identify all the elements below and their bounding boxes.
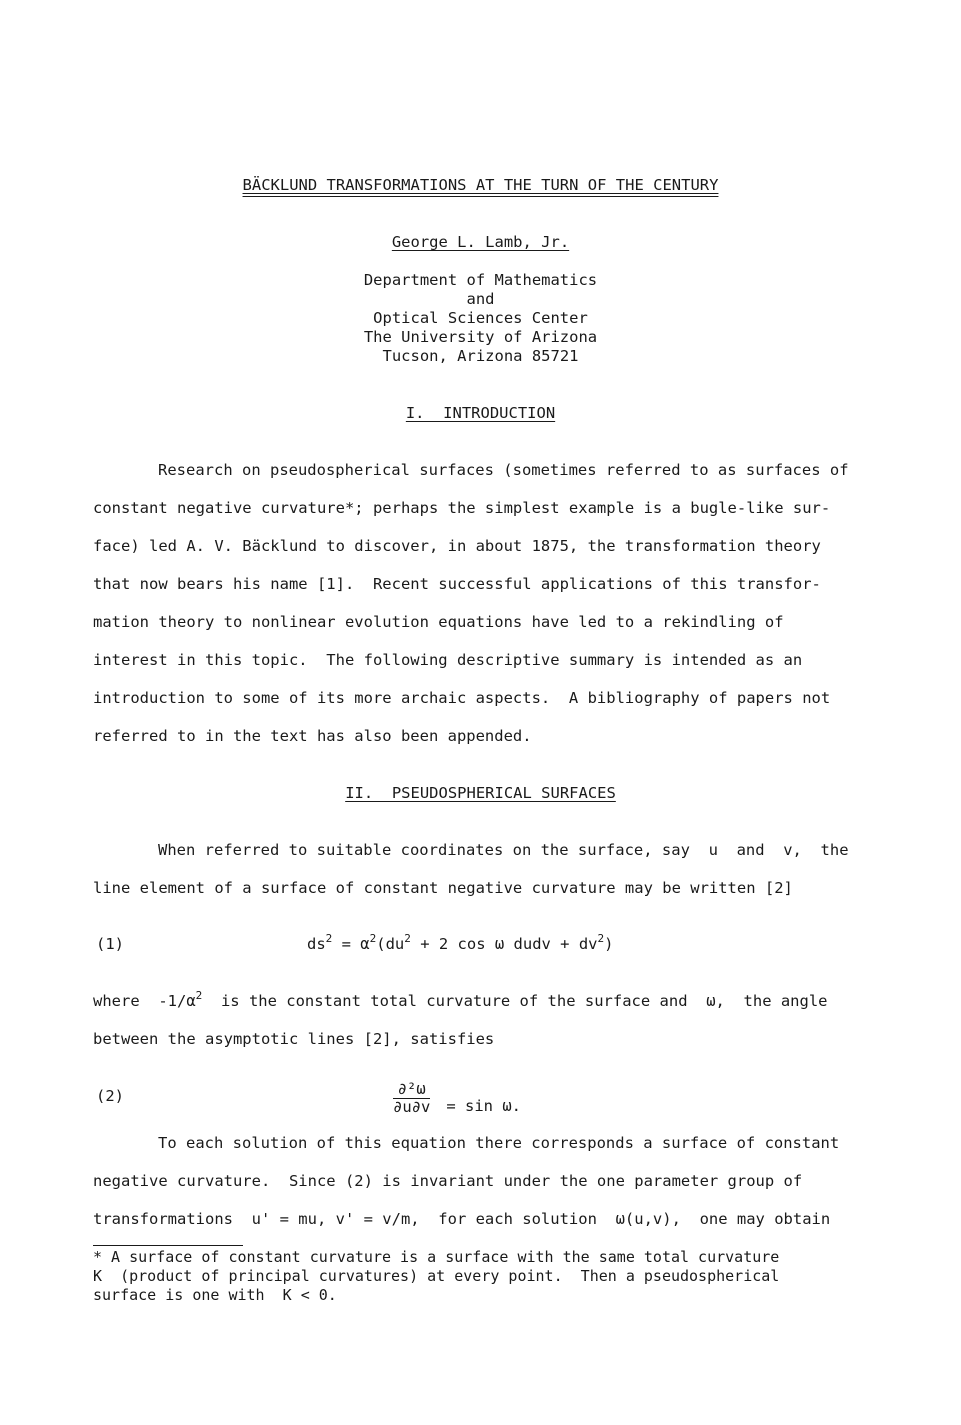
author-name: George L. Lamb, Jr.	[391, 233, 570, 251]
paragraph-line: line element of a surface of constant negative curvature may be written [2]	[93, 879, 793, 897]
affiliation-line: Department of Mathematics	[363, 271, 598, 289]
affiliation-line: Tucson, Arizona 85721	[382, 347, 579, 365]
section-heading-introduction: I. INTRODUCTION	[405, 404, 556, 422]
paragraph-line: constant negative curvature*; perhaps the simplest example is a bugle-like sur-	[93, 499, 831, 517]
equation-1: $ds^2 = \alpha^2(du^2 + 2$ cos ω dudv + $dv^2$)	[307, 932, 614, 953]
equation-2-fraction	[393, 1081, 430, 1116]
paragraph-line: between the asymptotic lines [2], satisfies	[93, 1030, 495, 1048]
footnote-line: surface is one with K < 0.	[93, 1286, 337, 1304]
section-heading-pseudospherical-surfaces: II. PSEUDOSPHERICAL SURFACES	[345, 784, 616, 802]
paragraph-line: When referred to suitable coordinates on the surface, say u and v, the	[158, 841, 849, 859]
paragraph-line: introduction to some of its more archaic aspects. A bibliography of papers not	[93, 689, 831, 707]
paragraph-line: mation theory to nonlinear evolution equations have led to a rekindling of	[93, 613, 784, 631]
paragraph-line: referred to in the text has also been appended.	[93, 727, 532, 745]
paragraph-line: where $-1/\alpha^2$ is the constant total curvature of the surface and ω, the angle	[93, 989, 828, 1010]
paragraph-line: interest in this topic. The following descriptive summary is intended as an	[93, 651, 803, 669]
paper-title: BÄCKLUND TRANSFORMATIONS AT THE TURN OF THE CENTURY	[242, 176, 719, 194]
equation-2-rhs: = sin ω.	[437, 1097, 521, 1115]
equation-number-1: (1)	[96, 935, 124, 953]
equation-number-2: (2)	[96, 1087, 124, 1105]
paragraph-line: transformations u' = mu, v' = v/m, for each solution ω(u,v), one may obtain	[93, 1210, 831, 1228]
affiliation-line: The University of Arizona	[363, 328, 598, 346]
footnote-rule	[93, 1245, 243, 1246]
paragraph-line: Research on pseudospherical surfaces (sometimes referred to as surfaces of	[158, 461, 849, 479]
footnote-line: K (product of principal curvatures) at every point. Then a pseudospherical	[93, 1267, 780, 1285]
paragraph-line: face) led A. V. Bäcklund to discover, in about 1875, the transformation theory	[93, 537, 821, 555]
paragraph-line: that now bears his name [1]. Recent successful applications of this transfor-	[93, 575, 821, 593]
affiliation-line: Optical Sciences Center	[373, 309, 588, 327]
equation-2-denominator: ∂u∂v	[393, 1098, 431, 1116]
footnote-line: * A surface of constant curvature is a surface with the same total curvature	[93, 1248, 780, 1266]
paragraph-line: To each solution of this equation there corresponds a surface of constant	[158, 1134, 840, 1152]
paragraph-line: negative curvature. Since (2) is invariant under the one parameter group of	[93, 1172, 803, 1190]
equation-2-numerator: ∂²ω	[393, 1081, 430, 1099]
affiliation-line: and	[466, 290, 495, 308]
